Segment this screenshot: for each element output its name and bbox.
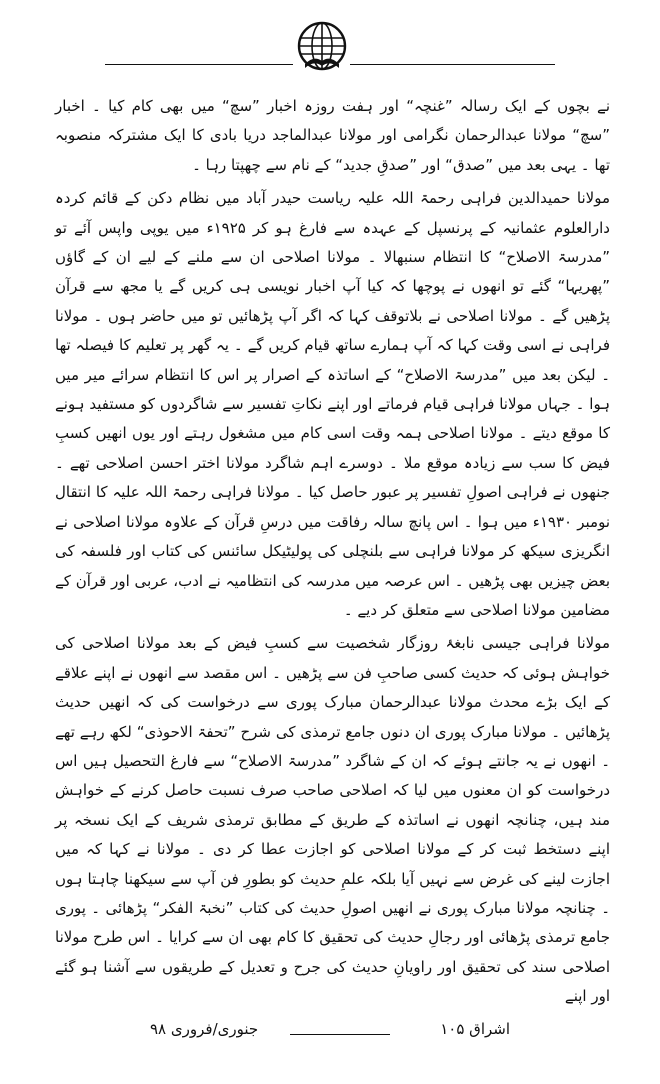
paragraph: مولانا فراہی جیسی نابغۂ روزگار شخصیت سے کسبِ فیض کے بعد مولانا اصلاحی کی خواہش ہوئی کہ حدیث کسی صاحبِ فن سے پڑھیں ۔ اس مقصد سے انھوں نے اپنے علاقے کے ایک بڑے محدث مولانا عبدالرحمان مبارک پوری سے درخواست کی کہ انھیں حدیث پڑھائیں ۔ مولانا مبارک پوری ان دنوں جامع ترمذی کی شرح ”تحفۃ الاحوذی“ لکھ رہے تھے ۔ انھوں نے یہ جانتے ہوئے کہ ان کے شاگرد ”مدرسۃ الاصلاح“ سے فارغ التحصیل ہیں اس درخواست کو ان معنوں میں لیا کہ اصلاحی صاحب صرف نسبت حاصل کرنے کے خواہش مند ہیں، چنانچہ انھوں نے اساتذہ کے طریق کے مطابق ترمذی شریف کے ایک نسخہ پر اپنے دستخط ثبت کر کے مولانا اصلاحی کو اجازت عطا کر دی ۔ مولانا نے کہا کہ میں اجازت لینے کی غرض سے نہیں آیا بلکہ علمِ حدیث کو بطورِ فن آپ سے سیکھنا چاہتا ہوں ۔ چنانچہ مولانا مبارک پوری نے انھیں اصولِ حدیث کی کتاب ”نخبۃ الفکر“ پڑھائی ۔ پوری جامع ترمذی پڑھائی اور رجالِ حدیث کی تحقیق کا کام بھی ان سے کرایا ۔ اس طرح مولانا اصلاحی سند کی تحقیق اور راویانِ حدیث کی جرح و تعدیل کے طریقوں سے آشنا ہو گئے اور اپنے [55, 634, 610, 1006]
header-rule-right [350, 64, 555, 65]
publication-page-number: اشراق ۱۰۵ [440, 1020, 510, 1038]
issue-date: جنوری/فروری ۹۸ [150, 1020, 259, 1038]
globe-book-emblem-icon [296, 20, 348, 72]
page-footer [150, 1014, 510, 1044]
footer-rule [290, 1034, 390, 1035]
paragraph: نے بچوں کے ایک رسالہ ”غنچہ“ اور ہفت روزہ اخبار ”سچ“ میں بھی کام کیا ۔ اخبار ”سچ“ مولانا عبدالرحمان نگرامی اور مولانا عبدالماجد دریا بادی کا ایک مشترکہ منصوبہ تھا ۔ یہی بعد میں ”صدق“ اور ”صدقِ جدید“ کے نام سے چھپتا رہا ۔ [55, 97, 610, 174]
paragraph: مولانا حمیدالدین فراہی رحمۃ اللہ علیہ ریاست حیدر آباد میں نظام دکن کے قائم کردہ دارالعلوم عثمانیہ کے پرنسپل کے عہدہ سے فارغ ہو کر ۱۹۲۵ء میں یوپی واپس آئے تو ”مدرسۃ الاصلاح“ کا انتظام سنبھالا ۔ مولانا اصلاحی ان سے ملنے کے لیے ان کے گاؤں ”پھریہا“ گئے تو انھوں نے پوچھا کہ کیا آپ اخبار نویسی ہی کریں گے یا مجھ سے قرآن پڑھیں گے ۔ مولانا اصلاحی نے بلاتوقف کہا کہ اگر آپ پڑھائیں تو میں حاضر ہوں ۔ مولانا فراہی نے اسی وقت کہا کہ آپ ہمارے ساتھ قیام کریں گے ۔ یہ گھر پر تعلیم کا فیصلہ تھا ۔ لیکن بعد میں ”مدرسۃ الاصلاح“ کے اساتذہ کے اصرار پر اس کا انتظام سرائے میر میں ہوا ۔ جہاں مولانا فراہی قیام فرماتے اور اپنے نکاتِ تفسیر سے شاگردوں کو مستفید ہونے کا موقع دیتے ۔ مولانا اصلاحی ہمہ وقت اسی کام میں مشغول رہتے اور یوں انھیں کسبِ فیض کا سب سے زیادہ موقع ملا ۔ دوسرے اہم شاگرد مولانا اختر احسن اصلاحی تھے ۔ جنھوں نے فراہی اصولِ تفسیر پر عبور حاصل کیا ۔ مولانا فراہی رحمۃ اللہ علیہ کا انتقال نومبر ۱۹۳۰ء میں ہوا ۔ اس پانچ سالہ رفاقت میں درسِ قرآن کے علاوہ مولانا اصلاحی نے انگریزی سیکھ کر مولانا فراہی سے بلنچلی کی پولیٹیکل سائنس کی کتاب اور فلسفہ کی بعض چیزیں بھی پڑھیں ۔ اس عرصہ میں مدرسہ کی انتظامیہ نے ادب، عربی اور قرآن کے مضامین مولانا اصلاحی سے متعلق کر دیے ۔ [55, 189, 610, 619]
page-header [0, 0, 660, 80]
header-rule-left [105, 64, 293, 65]
article-body [55, 92, 610, 1006]
